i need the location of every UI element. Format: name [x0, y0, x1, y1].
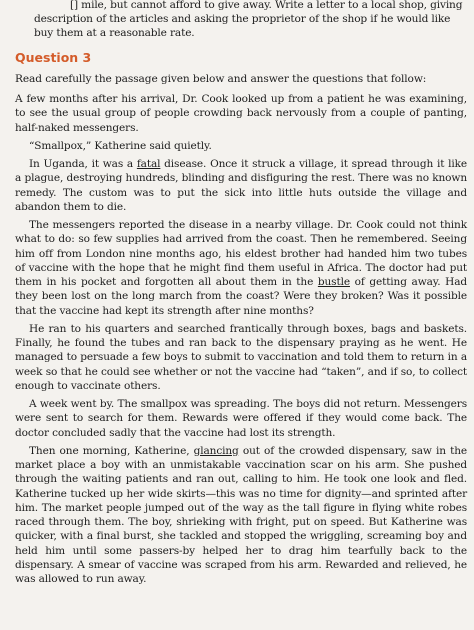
paragraph-3-text-b: disease. Once it struck a village, it spread through it like a plague, destroying hundreds, blinding and disfiguring the rest. There was no known remedy. The custom was to put the sick into little huts outside the village and abandon them to die.	[15, 158, 468, 213]
paragraph-4-text-b: of getting away. Had they been lost on the long march from the coast? Were they broken? Was it possible that the vaccine had kept its strength after nine months?	[15, 276, 467, 317]
underlined-word-glancing: glancing	[193, 444, 239, 457]
fragment-line-2: description of the articles and asking the proprietor of the shop if he would like	[34, 13, 451, 25]
previous-question-fragment	[0, 0, 474, 50]
passage-paragraph-4	[15, 218, 467, 318]
passage-paragraph-7	[15, 444, 467, 587]
paragraph-7-text-b: out of the crowded dispensary, saw in the market place a boy with an unmistakable vaccination scar on his arm. She pushed through the waiting patients and ran out, calling to him. He took one look and fled. Katherine tucked up her wide skirts—this was no time for dignity—and sprinted after him. The market people jumped out of the way as the tall figure in flying white robes raced through them. The boy, shrieking with fright, put on speed. But Katherine was quicker, with a final burst, she tackled and stopped the wriggling, screaming boy and held him until some passers-by helped her to drag him tearfully back to the dispensary. A smear of vaccine was scraped from his arm. Rewarded and relieved, he was allowed to run away.	[15, 444, 467, 585]
paragraph-4-text-a: The messengers reported the disease in a nearby village. Dr. Cook could not think what to do: so few supplies had arrived from the coast. Then he remembered. Seeing him off from London nine months ago, his eldest brother had handed him two tubes of vaccine with the hope that he might find them useful in Africa. The doctor had put them in his pocket and forgotten all about them in the	[15, 219, 467, 288]
passage-paragraph-5: He ran to his quarters and searched frantically through boxes, bags and baskets. Finally, he found the tubes and ran back to the dispensary praying as he went. He managed to persuade a few boys to submit to vaccination and told them to return in a week so that he could see whether or not the vaccine had “taken”, and if so, to collect enough to vaccinate others.	[15, 322, 467, 392]
passage-paragraph-3	[15, 157, 467, 214]
question-heading: Question 3	[15, 50, 92, 65]
fragment-line-1: [] mile, but cannot afford to give away. Write a letter to a local shop, giving	[70, 0, 463, 11]
underlined-word-bustle: bustle	[317, 276, 350, 288]
question-instruction: Read carefully the passage given below and answer the questions that follow:	[15, 73, 427, 85]
passage-paragraph-2: “Smallpox,” Katherine said quietly.	[29, 139, 212, 152]
passage-paragraph-6: A week went by. The smallpox was spreading. The boys did not return. Messengers were sent to search for them. Rewards were offered if they would come back. The doctor concluded sadly that the vaccine had lost its strength.	[15, 398, 467, 439]
fragment-line-3: buy them at a reasonable rate.	[34, 27, 195, 39]
paragraph-3-text-a: In Uganda, it was a	[29, 158, 137, 170]
passage-paragraph-1: A few months after his arrival, Dr. Cook looked up from a patient he was examining, to see the usual group of people crowding back nervously from a couple of panting, half-naked messengers.	[15, 93, 467, 134]
paragraph-7-text-a: Then one morning, Katherine,	[29, 444, 194, 457]
comprehension-passage	[15, 92, 467, 590]
underlined-word-fatal: fatal	[136, 158, 161, 170]
